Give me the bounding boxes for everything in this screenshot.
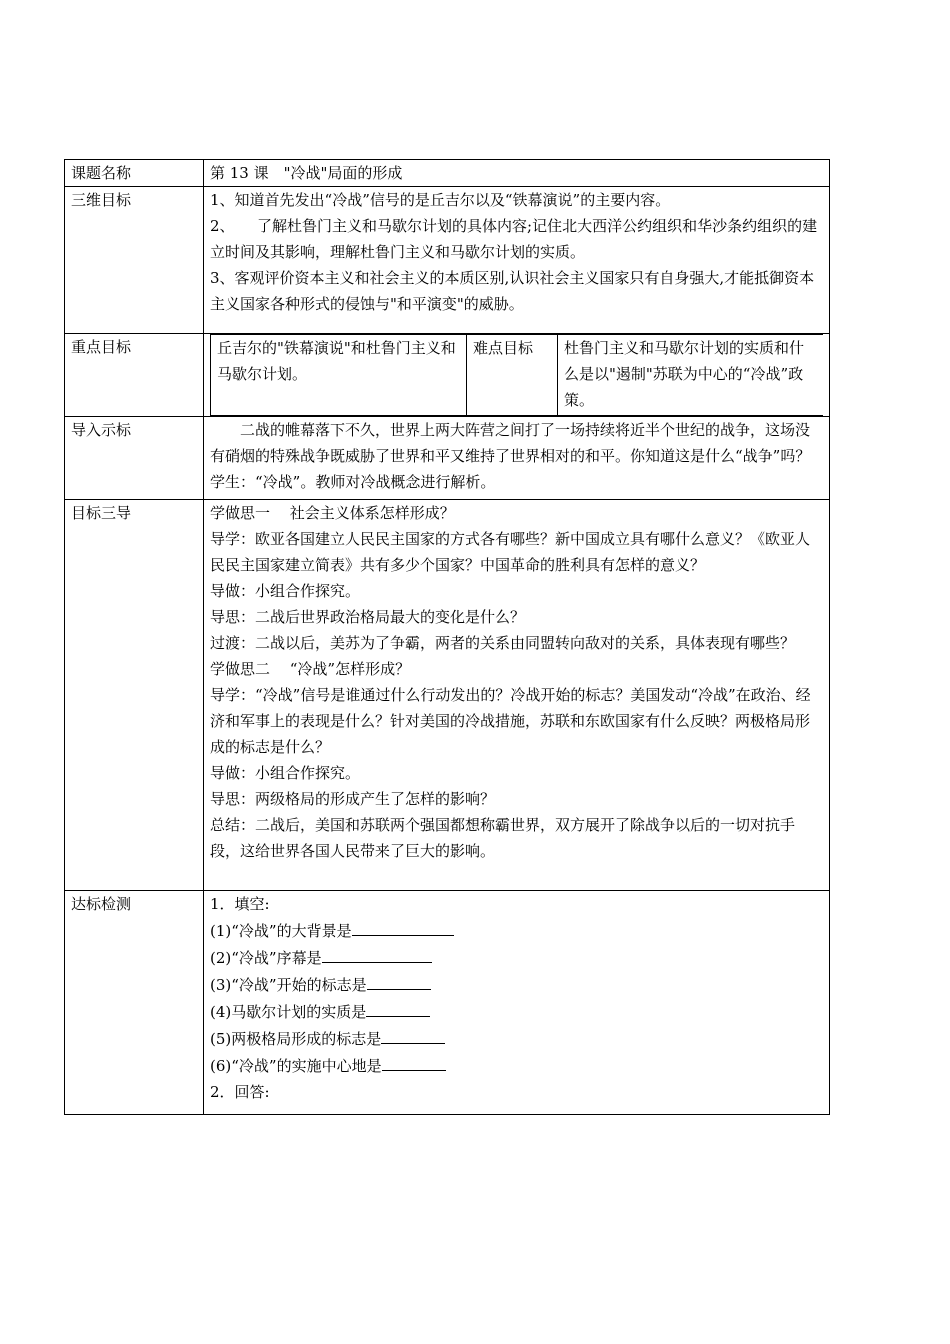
title-value: 第 13 课 "冷战"局面的形成	[204, 160, 830, 187]
guide-line: 导做：小组合作探究。	[210, 582, 361, 600]
guide-line: 导学：欧亚各国建立人民民主国家的方式各有哪些？新中国成立具有哪什么意义？《欧亚人民民主国家建立简表》共有多少个国家？中国革命的胜利具有怎样的意义？	[210, 530, 811, 574]
row-intro	[65, 417, 830, 500]
guide-line: 过渡：二战以后，美苏为了争霸，两者的关系由同盟转向敌对的关系，具体表现有哪些？	[210, 634, 796, 652]
check-item: (6)“冷战”的实施中心地是	[210, 1052, 823, 1079]
row-key	[65, 334, 830, 417]
lesson-plan-table	[64, 159, 830, 1115]
guide-label: 目标三导	[65, 500, 204, 891]
answer-blank[interactable]	[381, 1025, 445, 1044]
key-cell	[204, 334, 830, 417]
goal-3: 3、客观评价资本主义和社会主义的本质区别,认识社会主义国家只有自身强大,才能抵御资本主义国家各种形式的侵蚀与"和平演变"的威胁。	[210, 269, 815, 313]
guide-line: 导思：二战后世界政治格局最大的变化是什么？	[210, 608, 526, 626]
goal-2: 2、 了解杜鲁门主义和马歇尔计划的具体内容;记住北大西洋公约组织和华沙条约组织的建立时间及其影响，理解杜鲁门主义和马歇尔计划的实质。	[210, 217, 818, 261]
intro-text: 二战的帷幕落下不久，世界上两大阵营之间打了一场持续将近半个世纪的战争，这场没有硝烟的特殊战争既威胁了世界和平又维持了世界相对的和平。你知道这是什么“战争”吗？学生：“冷战”。教师对冷战概念进行解析。	[210, 421, 811, 491]
check-item: (5)两极格局形成的标志是	[210, 1025, 823, 1052]
check-item: (4)马歇尔计划的实质是	[210, 998, 823, 1025]
guide-line: 导做：小组合作探究。	[210, 764, 361, 782]
difficult-value: 杜鲁门主义和马歇尔计划的实质和什么是以"遏制"苏联为中心的“冷战”政策。	[558, 335, 824, 416]
guide-line: 学做思一 社会主义体系怎样形成？	[210, 504, 455, 522]
check-cell	[204, 891, 830, 1115]
guide-line: 导思：两级格局的形成产生了怎样的影响？	[210, 790, 496, 808]
key-value: 丘吉尔的"铁幕演说"和杜鲁门主义和马歇尔计划。	[211, 335, 467, 416]
row-guide	[65, 500, 830, 891]
goal-1: 1、知道首先发出“冷战”信号的是丘吉尔以及“铁幕演说”的主要内容。	[210, 191, 671, 209]
row-goals	[65, 187, 830, 334]
goals-cell	[204, 187, 830, 334]
check-label: 达标检测	[65, 891, 204, 1115]
check-item: (1)“冷战”的大背景是	[210, 917, 823, 944]
difficult-label: 难点目标	[467, 335, 558, 416]
intro-label: 导入示标	[65, 417, 204, 500]
guide-cell	[204, 500, 830, 891]
intro-cell	[204, 417, 830, 500]
check-item: (2)“冷战”序幕是	[210, 944, 823, 971]
answer-blank[interactable]	[352, 917, 454, 936]
check-heading: 1．填空:	[210, 895, 270, 913]
answer-blank[interactable]	[367, 971, 431, 990]
answer-blank[interactable]	[322, 944, 432, 963]
guide-line: 总结：二战后，美国和苏联两个强国都想称霸世界，双方展开了除战争以后的一切对抗手段，这给世界各国人民带来了巨大的影响。	[210, 816, 796, 860]
check-item: (3)“冷战”开始的标志是	[210, 971, 823, 998]
key-inner-table	[210, 334, 823, 416]
answer-blank[interactable]	[366, 998, 430, 1017]
guide-line: 导学：“冷战”信号是谁通过什么行动发出的？冷战开始的标志？美国发动“冷战”在政治、经济和军事上的表现是什么？针对美国的冷战措施，苏联和东欧国家有什么反映？两极格局形成的标志是什么？	[210, 686, 811, 756]
answer-blank[interactable]	[382, 1052, 446, 1071]
title-label: 课题名称	[65, 160, 204, 187]
check-footer: 2．回答:	[210, 1083, 270, 1101]
row-title	[65, 160, 830, 187]
goals-label: 三维目标	[65, 187, 204, 334]
key-label: 重点目标	[65, 334, 204, 417]
guide-line: 学做思二 “冷战”怎样形成？	[210, 660, 411, 678]
row-check	[65, 891, 830, 1115]
